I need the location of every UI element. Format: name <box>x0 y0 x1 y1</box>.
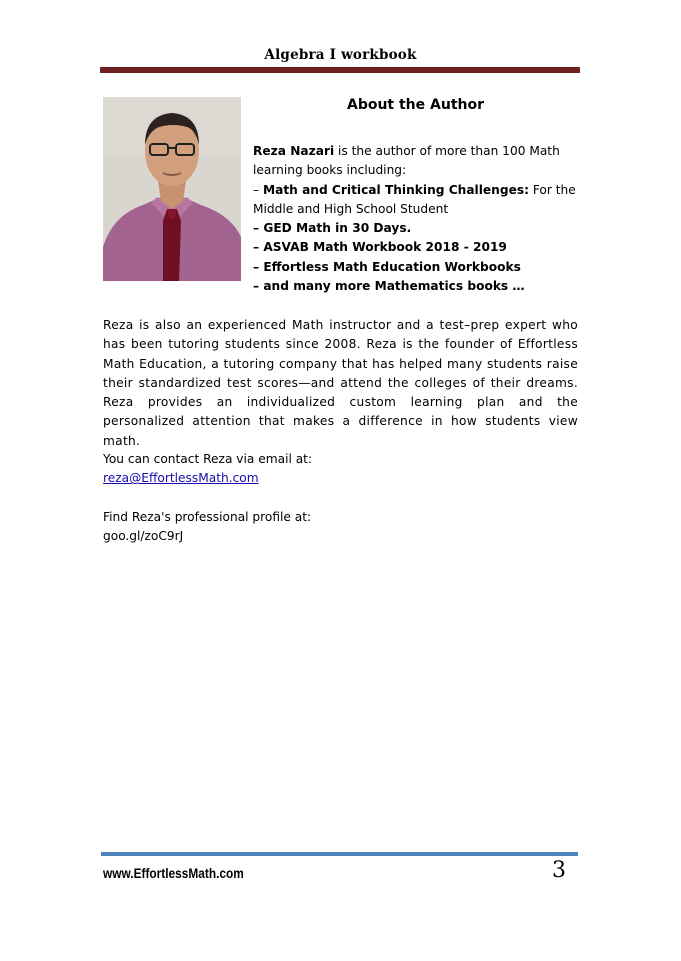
book-dash: – <box>253 182 263 197</box>
book-item-4: – Effortless Math Education Workbooks <box>253 259 521 274</box>
contact-label: You can contact Reza via email at: <box>103 452 313 466</box>
footer-divider <box>101 852 578 856</box>
book-item-2: – GED Math in 30 Days. <box>253 221 412 236</box>
contact-section <box>103 450 312 489</box>
book-subtitle-1: For the <box>528 182 576 197</box>
page-number: 3 <box>552 858 566 883</box>
about-author-heading: About the Author <box>346 97 485 113</box>
header-divider <box>100 67 580 73</box>
email-link[interactable]: reza@EffortlessMath.com <box>103 471 259 486</box>
author-photo <box>103 97 241 281</box>
book-item-3: – ASVAB Math Workbook 2018 - 2019 <box>253 240 507 255</box>
profile-section <box>103 508 311 547</box>
author-name: Reza Nazari <box>253 144 335 158</box>
intro-line-2: learning books including: <box>253 163 407 178</box>
intro-line-1 <box>253 142 578 161</box>
profile-link: goo.gl/zoC9rJ <box>103 529 184 544</box>
running-header-title: Algebra I workbook <box>264 47 417 63</box>
profile-label: Find Reza's professional profile at: <box>103 510 312 524</box>
footer-website: www.EffortlessMath.com <box>103 866 244 881</box>
book-item-1 <box>253 181 578 200</box>
book-item-5: – and many more Mathematics books … <box>253 279 525 294</box>
author-intro <box>253 142 578 296</box>
book-title-1: Math and Critical Thinking Challenges: <box>262 182 529 197</box>
book-item-1-continued: Middle and High School Student <box>253 201 449 216</box>
intro-text: is the author of more than 100 Math <box>334 144 560 158</box>
author-bio-paragraph: Reza is also an experienced Math instructor and a test–prep expert who has been tutoring students since 2008. Reza is the founder of Effortless Math Education, a tutoring company that has helped many students raise their standardized test scores—and attend the colleges of their dreams. Reza provides an individualized custom learning plan and the personalized attention that makes a difference in how students view math. <box>103 318 578 448</box>
